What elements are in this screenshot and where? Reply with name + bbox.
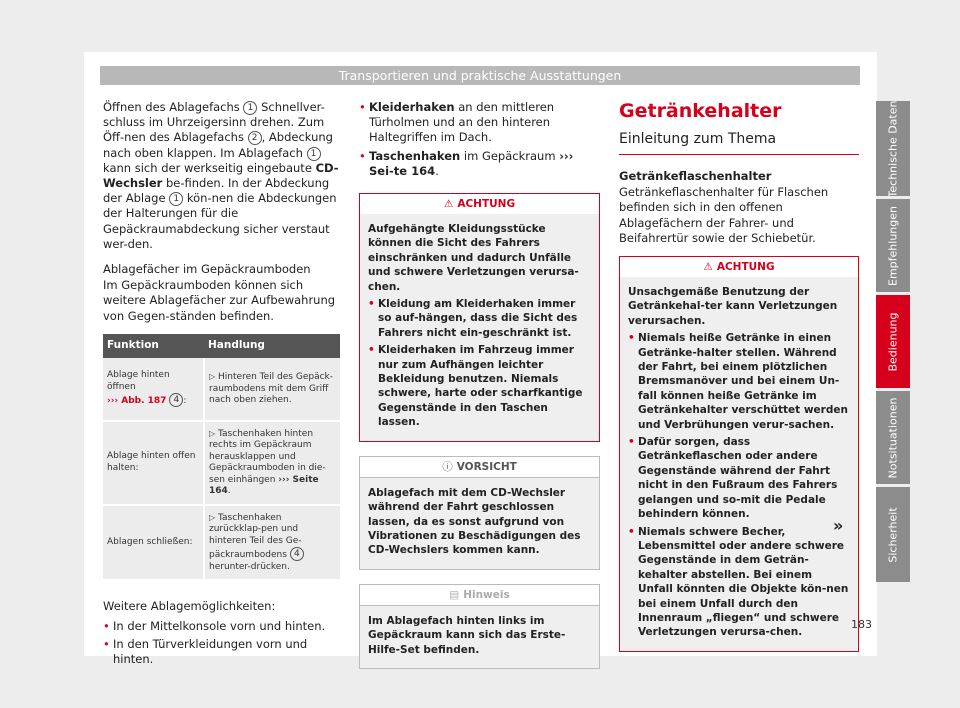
tab-empfehlungen[interactable]: Empfehlungen (876, 199, 910, 292)
bottle-paragraph: Getränkeflaschenhalter für Flaschen befinden sich in den offenen Ablagefächern der Fahrer- und Beifahrertür sowie der Schiebetür. (619, 185, 829, 245)
callout-1: 1 (169, 192, 183, 206)
cd-wechsler-term: CD-Wechsler (103, 160, 339, 191)
section-subtitle: Einleitung zum Thema (619, 130, 859, 155)
list-item: • In den Türverkleidungen vorn und hinten. (103, 637, 340, 667)
tab-technische-daten[interactable]: Technische Daten (876, 101, 910, 196)
table-header-action: Handlung (204, 334, 340, 358)
list-item: • Kleiderhaken an den mittleren Türholmen und an den hinteren Haltegriffen im Dach. (359, 100, 600, 146)
storage-paragraph: Im Gepäckraumboden können sich weitere Ablagefächer zur Aufbewahrung von Gegen-ständen befinden. (103, 278, 336, 323)
continue-arrow-icon: » (833, 516, 844, 535)
triangle-icon: ▷ (209, 372, 216, 382)
function-table (103, 334, 340, 582)
list-item: • Dafür sorgen, dass Getränkeflaschen oder andere Gegenstände während der Fahrt nicht in den Fußraum des Fahrers gelangen und so-mit die Pedale behindern können. (628, 435, 850, 521)
section-title: Getränkehalter (619, 100, 782, 122)
list-item: • Niemals heiße Getränke in einen Getränke-halter stellen. Während der Fahrt, bei einem plötzlichen Bremsmanöver und bei einem Un-fall können heiße Getränke im Getränkehalter verschüttet werden und Verbrühungen verur-sachen. (628, 331, 850, 432)
table-row: Ablage hinten offen halten: ▷ Taschenhaken hinten rechts im Gepäckraum herausklappen und Gepäckraumboden in die-sen einhängen ››› Seite 164. (103, 421, 340, 505)
subheading-bottle: Getränkeflaschenhalter (619, 169, 772, 183)
page-header: Transportieren und praktische Ausstattungen (100, 66, 860, 85)
warning-icon: ⚠ (703, 261, 713, 274)
callout-1: 1 (243, 101, 257, 115)
table-row: Ablage hinten öffnen ››› Abb. 187 4 : ▷ Hinteren Teil des Gepäck-raumbodens mit dem Griff nach oben ziehen. (103, 358, 340, 421)
callout-2: 2 (248, 131, 262, 145)
table-row: Ablagen schließen: ▷ Taschenhaken zurückklap-pen und hinteren Teil des Ge-päckraumbodens 4 herunter-drücken. (103, 505, 340, 581)
page-number: 183 (851, 618, 872, 631)
note-box: ▤ Hinweis Im Ablagefach hinten links im Gepäckraum kann sich das Erste-Hilfe-Set befinden. (359, 584, 600, 669)
figure-link[interactable]: ››› Abb. 187 (107, 396, 167, 407)
warning-icon: ⚠ (443, 198, 454, 211)
list-item: • Niemals schwere Becher, Lebensmittel oder andere schwere Gegenstände in dem Geträn-kehalter abstellen. Bei einem Unfall könnten die Objekte kön-nen bei einem Unfall durch den Innenraum „fliegen“ und schwere Verletzungen verursa-chen. (628, 525, 850, 640)
info-icon: ⓘ (442, 460, 453, 473)
warning-box: ⚠ ACHTUNG Aufgehängte Kleidungsstücke können die Sicht des Fahrers einschränken und dadurch Unfälle und schwere Verletzungen verursa-chen. • Kleidung am Kleiderhaken immer so auf-hängen, dass die Sicht des Fahrers nicht ein-geschränkt ist. • Kleiderhaken im Fahrzeug immer nur zum Aufhängen leichter Bekleidung benutzen. Niemals schwere, harte oder scharfkantige Gegenstände in den Taschen lassen. (359, 193, 600, 442)
list-item: • Taschenhaken im Gepäckraum ››› Sei-te 164. (359, 149, 600, 179)
page-link[interactable]: ››› Seite 164 (209, 474, 319, 497)
column-3 (619, 100, 859, 666)
column-1 (103, 100, 340, 670)
warning-box: ⚠ ACHTUNG Unsachgemäße Benutzung der Getränkehal-ter kann Verletzungen verursachen. • Niemals heiße Getränke in einen Getränke-halter stellen. Während der Fahrt, bei einem plötzlichen Bremsmanöver und bei einem Un-fall können heiße Getränke im Getränkehalter verschüttet werden und Verbrühungen verur-sachen. • Dafür sorgen, dass Getränkeflaschen oder andere Gegenstände während der Fahrt nicht in den Fußraum des Fahrers gelangen und so-mit die Pedale behindern können. • Niemals schwere Becher, Lebensmittel oder andere schwere Gegenstände in dem Geträn-kehalter abstellen. Bei einem Unfall könnten die Objekte kön-nen bei einem Unfall durch den Innenraum „fliegen“ und schwere Verletzungen verursa-chen. (619, 256, 859, 652)
subheading-storage: Ablagefächer im Gepäckraumboden (103, 262, 311, 277)
list-item: • In der Mittelkonsole vorn und hinten. (103, 619, 340, 634)
intro-paragraph: Öffnen des Ablagefachs 1 Schnellver-schluss im Uhrzeigersinn drehen. Zum Öff-nen des Ablagefachs 2 , Abdeckung nach oben klappen. Im Ablagefach 1 kann sich der werkseitig eingebaute CD-Wechsler be-finden. In der Abdeckung der Ablage 1 kön-nen die Abdeckungen der Halterungen für die Gepäckraumabdeckung sicher verstaut wer-den. (103, 100, 339, 251)
triangle-icon: ▷ (209, 512, 216, 522)
list-item: • Kleiderhaken im Fahrzeug immer nur zum Aufhängen leichter Bekleidung benutzen. Niemals schwere, harte oder scharfkantige Gegenstände in den Taschen lassen. (368, 343, 591, 429)
table-header-function: Funktion (103, 334, 204, 358)
subheading-more-storage: Weitere Ablagemöglichkeiten: (103, 599, 276, 614)
tab-sicherheit[interactable]: Sicherheit (876, 487, 910, 582)
tab-bedienung[interactable]: Bedienung (876, 295, 910, 388)
list-item: • Kleidung am Kleiderhaken immer so auf-hängen, dass die Sicht des Fahrers nicht ein-geschränkt ist. (368, 297, 591, 340)
callout-1: 1 (307, 147, 321, 161)
caution-box: ⓘ VORSICHT Ablagefach mit dem CD-Wechsler während der Fahrt geschlossen lassen, da es sonst aufgrund von Vibrationen zu Beschädigungen des CD-Wechslers kommen kann. (359, 456, 600, 570)
note-icon: ▤ (449, 588, 460, 601)
column-2 (359, 100, 600, 683)
tab-notsituationen[interactable]: Notsituationen (876, 391, 910, 484)
page-link[interactable]: ››› Sei-te 164 (369, 148, 574, 178)
triangle-icon: ▷ (209, 428, 216, 438)
